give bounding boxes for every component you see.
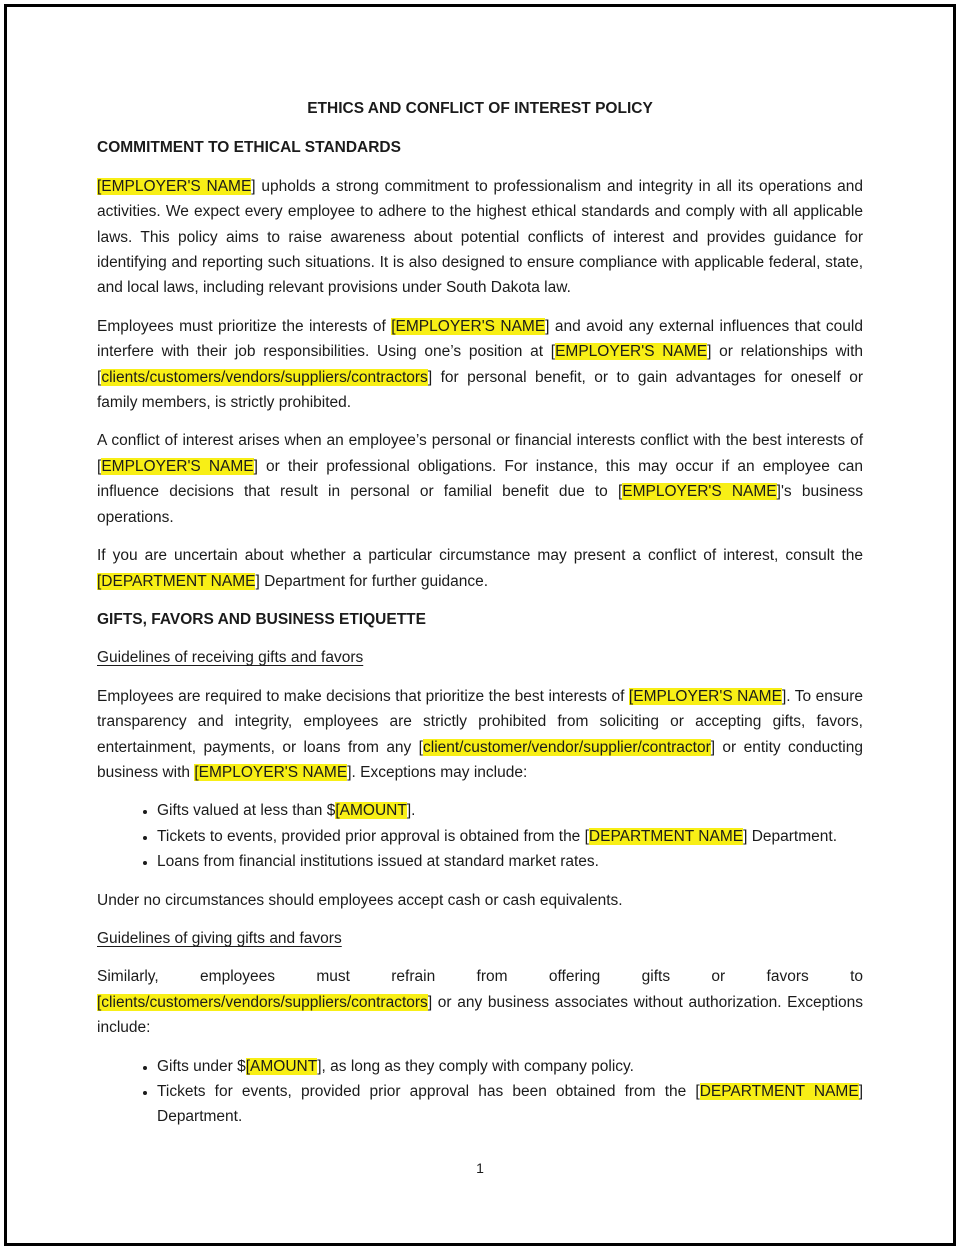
text-run: Under no circumstances should employees accept cash or cash equivalents. (97, 891, 623, 909)
document-title: ETHICS AND CONFLICT OF INTEREST POLICY (307, 100, 653, 117)
bullet-item (157, 849, 863, 874)
paragraph (97, 964, 863, 1040)
highlighted-placeholder: [EMPLOYER'S NAME (391, 317, 546, 335)
text-run: Similarly, employees must refrain from offering gifts or favors to (97, 968, 863, 986)
text-run: A conflict of interest arises when an employee’s personal or financial interests conflict with the best interests of [ (97, 432, 863, 475)
paragraph (97, 174, 863, 301)
text-run: Employees must prioritize the interests of (97, 317, 392, 335)
highlighted-placeholder: EMPLOYER'S NAME (622, 483, 777, 501)
text-run: Loans from financial institutions issued at standard market rates. (157, 853, 599, 871)
text-run: Gifts under $ (157, 1057, 246, 1075)
text-run: Tickets for events, provided prior approval has been obtained from the [ (157, 1083, 700, 1100)
highlighted-placeholder: [EMPLOYER'S NAME (194, 763, 348, 781)
text-run: ] Department. (157, 1083, 863, 1126)
paragraph (97, 543, 863, 594)
document-content (97, 135, 863, 1129)
text-run: Tickets to events, provided prior approval is obtained from the [ (157, 827, 589, 845)
text-run: ]'s business operations. (97, 483, 863, 526)
text-run: ]. To ensure transparency and integrity, employees are strictly prohibited from soliciting or accepting gifts, favors, entertainment, payments, or loans from any [ (97, 687, 863, 756)
text-run: Employees are required to make decisions that prioritize the best interests of (97, 687, 629, 705)
bullet-list (97, 1054, 863, 1130)
text-run: ]. (406, 802, 416, 820)
text-run: ] Department for further guidance. (255, 572, 489, 590)
page-number: 1 (476, 1160, 484, 1176)
text-run: ] or any business associates without authorization. Exceptions include: (97, 993, 863, 1037)
bullet-item (157, 824, 863, 849)
paragraph (97, 888, 863, 913)
highlighted-placeholder: client/customer/vendor/supplier/contractor (423, 738, 711, 756)
section-heading: COMMITMENT TO ETHICAL STANDARDS (97, 139, 401, 157)
highlighted-placeholder: [AMOUNT (245, 1057, 318, 1075)
paragraph (97, 314, 863, 416)
text-run: ] for personal benefit, or to gain advantages for oneself or family members, is strictly prohibited. (97, 368, 863, 412)
highlighted-placeholder: [DEPARTMENT NAME (97, 572, 256, 590)
highlighted-placeholder: DEPARTMENT NAME (699, 1083, 859, 1100)
highlighted-placeholder: [EMPLOYER'S NAME (97, 177, 252, 195)
highlighted-placeholder: DEPARTMENT NAME (588, 827, 744, 845)
section-heading: GIFTS, FAVORS AND BUSINESS ETIQUETTE (97, 610, 426, 628)
document-page (97, 96, 863, 1143)
highlighted-placeholder: clients/customers/vendors/suppliers/contractors (101, 368, 428, 386)
text-run: ] or entity conducting business with (97, 738, 863, 781)
text-run: ] Department. (743, 827, 837, 845)
text-run: If you are uncertain about whether a particular circumstance may present a conflict of interest, consult the (97, 547, 863, 565)
text-run: Gifts valued at less than $ (157, 802, 336, 820)
text-run: ] upholds a strong commitment to professionalism and integrity in all its operations and activities. We expect every employee to adhere to the highest ethical standards and comply with all applicable laws. This policy aims to raise awareness about potential conflicts of interest and provides guidance for identifying and reporting such situations. It is also designed to ensure compliance with applicable federal, state, and local laws, including relevant provisions under South Dakota law. (97, 177, 864, 297)
highlighted-placeholder: [EMPLOYER'S NAME (628, 687, 782, 705)
bullet-item (157, 1079, 863, 1130)
text-run: ] or relationships with [ (97, 343, 864, 386)
text-run: ], as long as they comply with company policy. (317, 1057, 634, 1075)
bullet-item (157, 1054, 863, 1079)
paragraph (97, 684, 863, 786)
subsection-heading: Guidelines of giving gifts and favors (97, 929, 342, 947)
bullet-list (97, 798, 863, 874)
highlighted-placeholder: [AMOUNT (335, 802, 407, 820)
highlighted-placeholder: EMPLOYER'S NAME (555, 343, 708, 361)
text-run: ] or their professional obligations. For instance, this may occur if an employee can influence decisions that result in personal or familial benefit due to [ (97, 457, 863, 501)
text-run: ] and avoid any external influences that could interfere with their job responsibilities. Using one’s position at [ (97, 317, 863, 361)
bullet-item (157, 798, 863, 823)
highlighted-placeholder: EMPLOYER'S NAME (101, 457, 254, 475)
highlighted-placeholder: [clients/customers/vendors/suppliers/contractors (97, 993, 428, 1011)
subsection-heading: Guidelines of receiving gifts and favors (97, 649, 364, 667)
paragraph (97, 428, 863, 530)
text-run: ]. Exceptions may include: (347, 763, 528, 781)
